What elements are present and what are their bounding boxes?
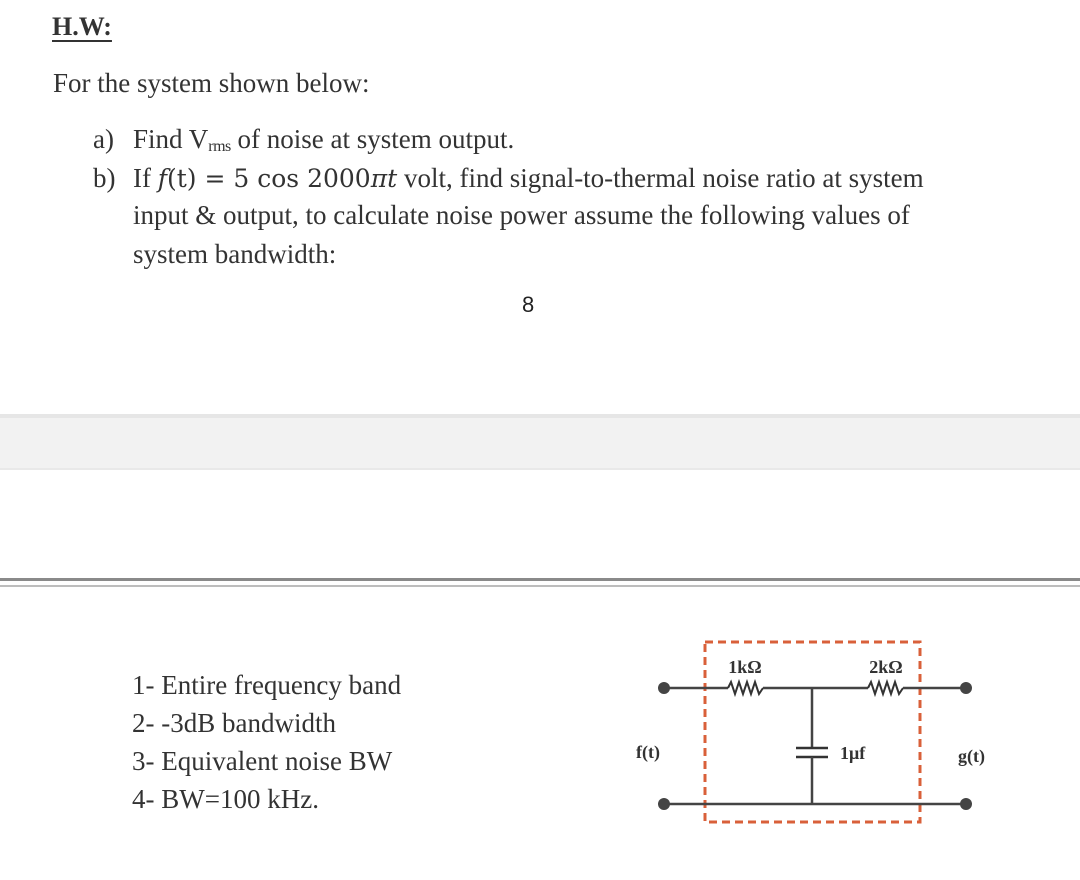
bandwidth-item-4: 4- BW=100 kHz. xyxy=(132,784,319,814)
double-rule-top xyxy=(0,578,1080,581)
homework-title: H.W: xyxy=(52,12,112,41)
resistor-1k-symbol xyxy=(728,682,763,694)
equation-function: f xyxy=(157,164,167,193)
page-gap-edge xyxy=(0,468,1080,470)
output-signal-label: g(t) xyxy=(958,746,985,766)
output-terminal-bottom xyxy=(960,798,972,810)
rms-subscript: rms xyxy=(208,138,231,155)
intro-text: For the system shown below: xyxy=(53,68,370,98)
question-a-text xyxy=(133,124,514,156)
signal-equation xyxy=(158,164,397,193)
question-a-label: a) xyxy=(93,124,114,154)
input-signal-label: f(t) xyxy=(636,742,660,762)
question-a-post: of noise at system output. xyxy=(230,124,515,154)
resistor-2k-symbol xyxy=(868,682,903,694)
page-number: 8 xyxy=(522,292,535,317)
resistor-1k-label: 1kΩ xyxy=(728,657,762,677)
page-gap xyxy=(0,418,1080,468)
question-b-line-3: system bandwidth: xyxy=(133,239,337,269)
resistor-2k-label: 2kΩ xyxy=(869,657,903,677)
bandwidth-item-3: 3- Equivalent noise BW xyxy=(132,746,393,776)
double-rule-bottom xyxy=(0,585,1080,587)
equation-body: = 5 cos 2000 xyxy=(196,164,371,193)
input-terminal-top xyxy=(658,682,670,694)
equation-pi-t: πt xyxy=(370,164,398,193)
question-b-line-1 xyxy=(133,163,924,194)
question-b-line-2: input & output, to calculate noise power assume the following values of xyxy=(133,200,910,230)
question-b-pre: If xyxy=(133,163,158,193)
rc-circuit-diagram xyxy=(620,630,1020,835)
equation-variable: (t) xyxy=(167,164,197,193)
question-a-pre: Find V xyxy=(133,124,209,154)
input-terminal-bottom xyxy=(658,798,670,810)
question-b-label: b) xyxy=(93,163,116,193)
capacitor-label: 1μf xyxy=(840,743,866,763)
question-b-line1-post: volt, find signal-to-thermal noise ratio at system xyxy=(397,163,924,193)
output-terminal-top xyxy=(960,682,972,694)
bandwidth-item-2: 2- -3dB bandwidth xyxy=(132,708,336,738)
bandwidth-item-1: 1- Entire frequency band xyxy=(132,670,402,700)
